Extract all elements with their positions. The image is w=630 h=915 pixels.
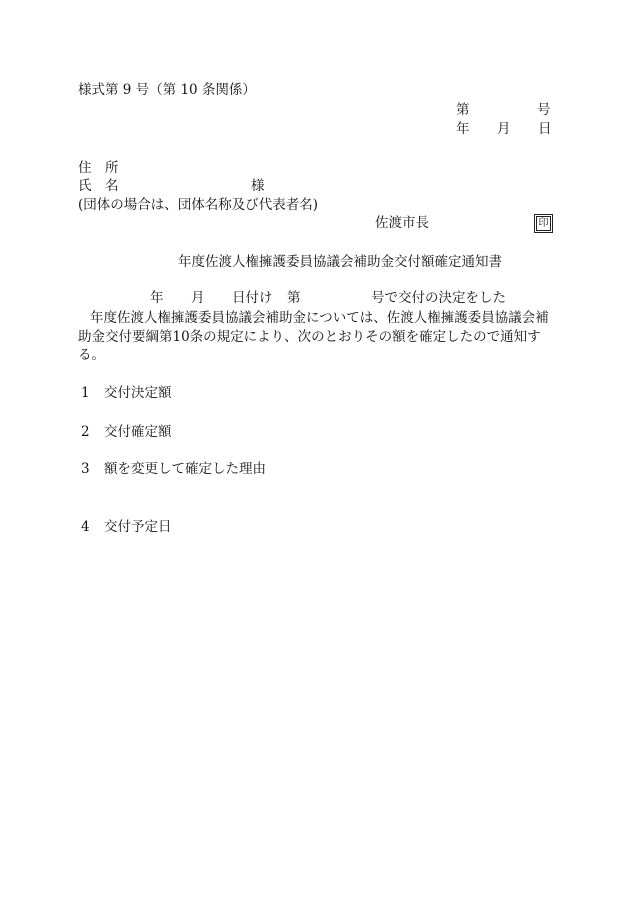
document-title: 年度佐渡人権擁護委員協議会補助金交付額確定通知書 [178, 254, 502, 270]
form-number: 様式第 9 号（第 10 条関係） [78, 82, 256, 98]
doc-number-prefix: 第 [456, 102, 470, 118]
item-label: 交付確定額 [104, 424, 172, 440]
decision-number-suffix: 号で交付の決定をした [371, 290, 506, 306]
body-line: 助金交付要綱第10条の規定により、次のとおりその額を確定したので通知す [78, 329, 541, 345]
item-number: 1 [81, 385, 90, 401]
issue-date-year: 年 [456, 121, 470, 137]
address-label: 住 所 [78, 160, 119, 176]
honorific: 様 [251, 178, 265, 194]
item-label: 交付決定額 [104, 385, 172, 401]
item-label: 交付予定日 [104, 519, 172, 535]
recipient-note: (団体の場合は、団体名称及び代表者名) [78, 197, 319, 213]
item-label: 額を変更して確定した理由 [104, 461, 266, 477]
item-number: 4 [81, 519, 90, 535]
item-number: 3 [81, 461, 90, 477]
decision-number-prefix: 第 [287, 290, 301, 306]
body-line: 年度佐渡人権擁護委員協議会補助金については、佐渡人権擁護委員協議会補 [90, 310, 549, 326]
decision-date-suffix: 日付け [232, 290, 273, 306]
name-label: 氏 名 [78, 178, 119, 194]
doc-number-suffix: 号 [537, 102, 551, 118]
decision-month: 月 [191, 290, 205, 306]
issue-date-month: 月 [497, 121, 511, 137]
body-line: る。 [78, 347, 105, 363]
decision-year: 年 [150, 290, 164, 306]
issuer-name: 佐渡市長 [375, 215, 429, 231]
item-number: 2 [81, 424, 90, 440]
seal-stamp: 印 [536, 216, 551, 231]
issue-date-day: 日 [538, 121, 552, 137]
